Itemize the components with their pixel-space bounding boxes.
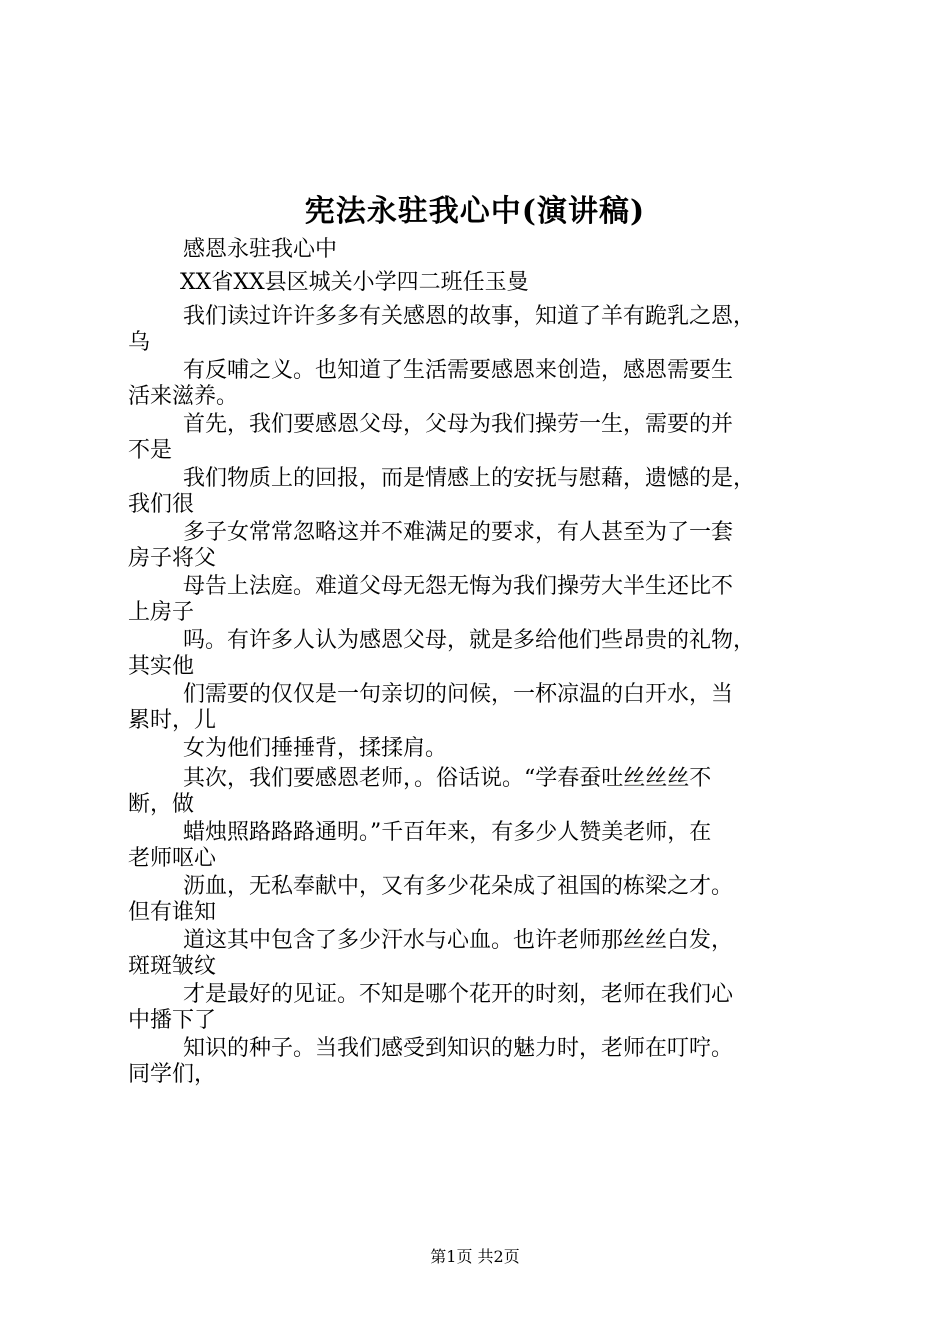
page-title: 宪法永驻我心中(演讲稿): [304, 194, 646, 229]
paragraph-wrap-line: 其实他: [128, 654, 195, 679]
paragraph-line: 我们读过许许多多有关感恩的故事，知道了羊有跪乳之恩，: [183, 304, 756, 329]
paragraph-wrap-line: 房子将父: [128, 546, 217, 571]
paragraph-line: 沥血，无私奉献中，又有多少花朵成了祖国的栋梁之才。: [183, 874, 734, 899]
paragraph-line: 女为他们捶捶背，揉揉肩。: [183, 736, 448, 761]
paragraph-line: 蜡烛照路路路通明。”千百年来，有多少人赞美老师，在: [183, 820, 712, 845]
paragraph-wrap-line: 活来滋养。: [128, 384, 239, 409]
paragraph-line: 首先，我们要感恩父母，父母为我们操劳一生，需要的并: [183, 412, 734, 437]
subtitle: 感恩永驻我心中: [183, 237, 338, 262]
paragraph-line: 多子女常常忽略这并不难满足的要求，有人甚至为了一套: [183, 520, 734, 545]
paragraph-line: 有反哺之义。也知道了生活需要感恩来创造，感恩需要生: [183, 358, 734, 383]
paragraph-wrap-line: 中播下了: [128, 1008, 217, 1033]
author-line: XX省XX县区城关小学四二班任玉曼: [180, 270, 529, 295]
paragraph-wrap-line: 上房子: [128, 600, 195, 625]
paragraph-wrap-line: 斑斑皱纹: [128, 954, 217, 979]
paragraph-line: 道这其中包含了多少汗水与心血。也许老师那丝丝白发，: [183, 928, 734, 953]
paragraph-line: 母告上法庭。难道父母无怨无悔为我们操劳大半生还比不: [183, 574, 734, 599]
paragraph-wrap-line: 乌: [128, 330, 151, 355]
paragraph-line: 才是最好的见证。不知是哪个花开的时刻，老师在我们心: [183, 982, 734, 1007]
paragraph-wrap-line: 不是: [128, 438, 173, 463]
paragraph-line: 知识的种子。当我们感受到知识的魅力时，老师在叮咛。: [183, 1036, 734, 1061]
paragraph-wrap-line: 断，做: [128, 792, 195, 817]
paragraph-line: 们需要的仅仅是一句亲切的问候，一杯凉温的白开水，当: [183, 682, 734, 707]
paragraph-wrap-line: 累时，儿: [128, 708, 217, 733]
paragraph-wrap-line: 我们很: [128, 492, 195, 517]
paragraph-wrap-line: 同学们，: [128, 1062, 217, 1087]
paragraph-line: 其次，我们要感恩老师，。俗话说。“学春蚕吐丝丝丝不: [183, 766, 712, 791]
paragraph-line: 我们物质上的回报，而是情感上的安抚与慰藉，遗憾的是，: [183, 466, 756, 491]
paragraph-wrap-line: 老师呕心: [128, 846, 217, 871]
paragraph-wrap-line: 但有谁知: [128, 900, 217, 925]
page-footer: 第1页 共2页: [430, 1247, 520, 1266]
paragraph-line: 吗。有许多人认为感恩父母，就是多给他们些昂贵的礼物，: [183, 628, 756, 653]
